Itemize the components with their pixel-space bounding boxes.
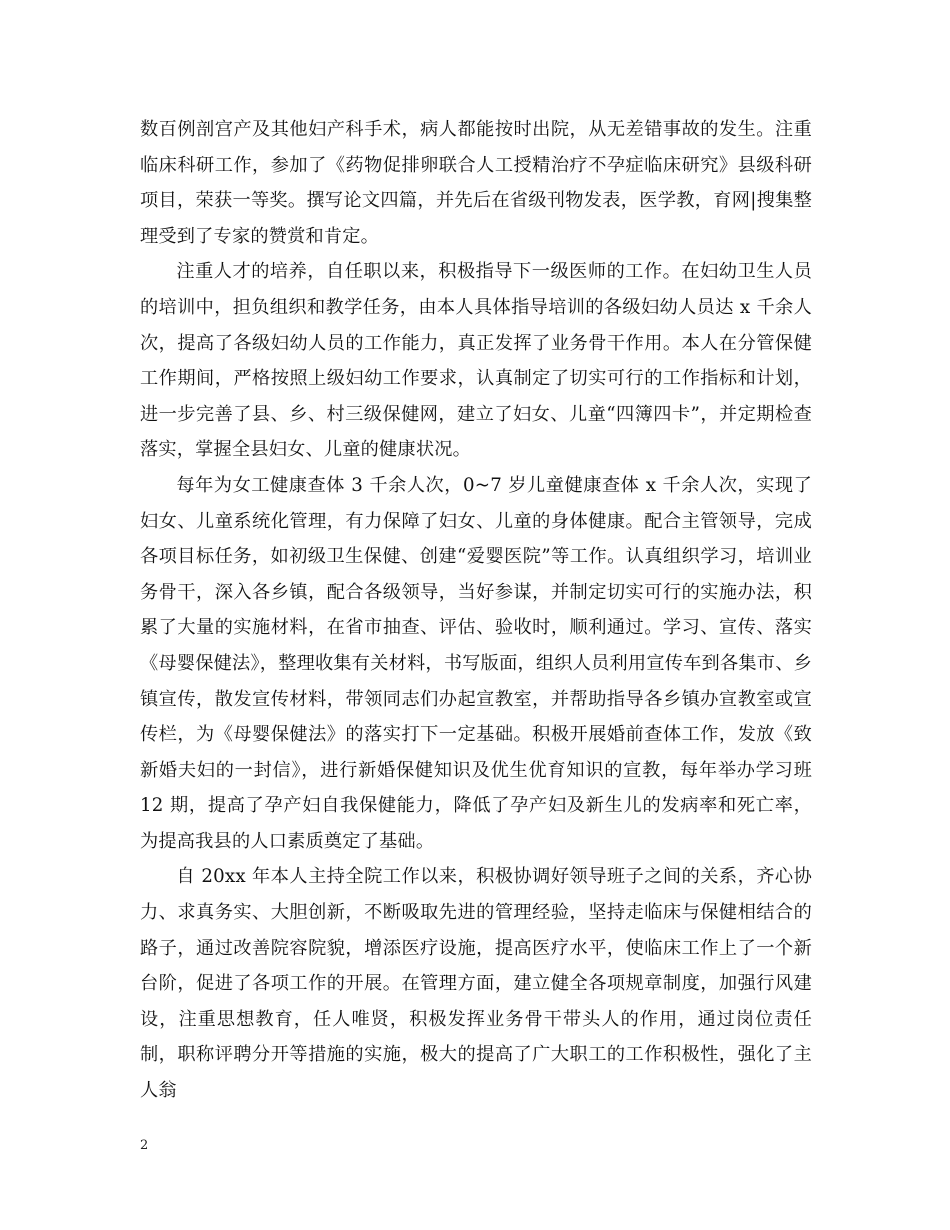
paragraph-3: 每年为女工健康查体 3 千余人次，0~7 岁儿童健康查体 x 千余人次，实现了妇女、儿童系统化管理，有力保障了妇女、儿童的身体健康。配合主管领导，完成各项目标任务，如初级卫生保健、创建“爱婴医院”等工作。认真组织学习，培训业务骨干，深入各乡镇，配合各级领导，当好参谋，并制定切实可行的实施办法，积累了大量的实施材料，在省市抽查、评估、验收时，顺利通过。学习、宣传、落实《母婴保健法》，整理收集有关材料，书写版面，组织人员利用宣传车到各集市、乡镇宣传，散发宣传材料，带领同志们办起宣教室，并帮助指导各乡镇办宣教室或宣传栏，为《母婴保健法》的落实打下一定基础。积极开展婚前查体工作，发放《致新婚夫妇的一封信》，进行新婚保健知识及优生优育知识的宣教，每年举办学习班 12 期，提高了孕产妇自我保健能力，降低了孕产妇及新生儿的发病率和死亡率，为提高我县的人口素质奠定了基础。 [140, 474, 812, 852]
page-number: 2 [140, 1138, 149, 1153]
paragraph-4: 自 20xx 年本人主持全院工作以来，积极协调好领导班子之间的关系，齐心协力、求真务实、大胆创新，不断吸取先进的管理经验，坚持走临床与保健相结合的路子，通过改善院容院貌，增添医疗设施，提高医疗水平，使临床工作上了一个新台阶，促进了各项工作的开展。在管理方面，建立健全各项规章制度，加强行风建设，注重思想教育，任人唯贤，积极发挥业务骨干带头人的作用，通过岗位责任制，职称评聘分开等措施的实施，极大的提高了广大职工的工作积极性，强化了主人翁 [140, 866, 812, 1102]
paragraph-2: 注重人才的培养，自任职以来，积极指导下一级医师的工作。在妇幼卫生人员的培训中，担负组织和教学任务，由本人具体指导培训的各级妇幼人员达 x 千余人次，提高了各级妇幼人员的工作能力，真正发挥了业务骨干作用。本人在分管保健工作期间，严格按照上级妇幼工作要求，认真制定了切实可行的工作指标和计划，进一步完善了县、乡、村三级保健网，建立了妇女、儿童“四簿四卡”，并定期检查落实，掌握全县妇女、儿童的健康状况。 [140, 261, 812, 461]
body-text [140, 112, 812, 1109]
paragraph-1: 数百例剖宫产及其他妇产科手术，病人都能按时出院，从无差错事故的发生。注重临床科研工作，参加了《药物促排卵联合人工授精治疗不孕症临床研究》县级科研项目，荣获一等奖。撰写论文四篇，并先后在省级刊物发表，医学教，育网|搜集整理受到了专家的赞赏和肯定。 [140, 119, 812, 247]
